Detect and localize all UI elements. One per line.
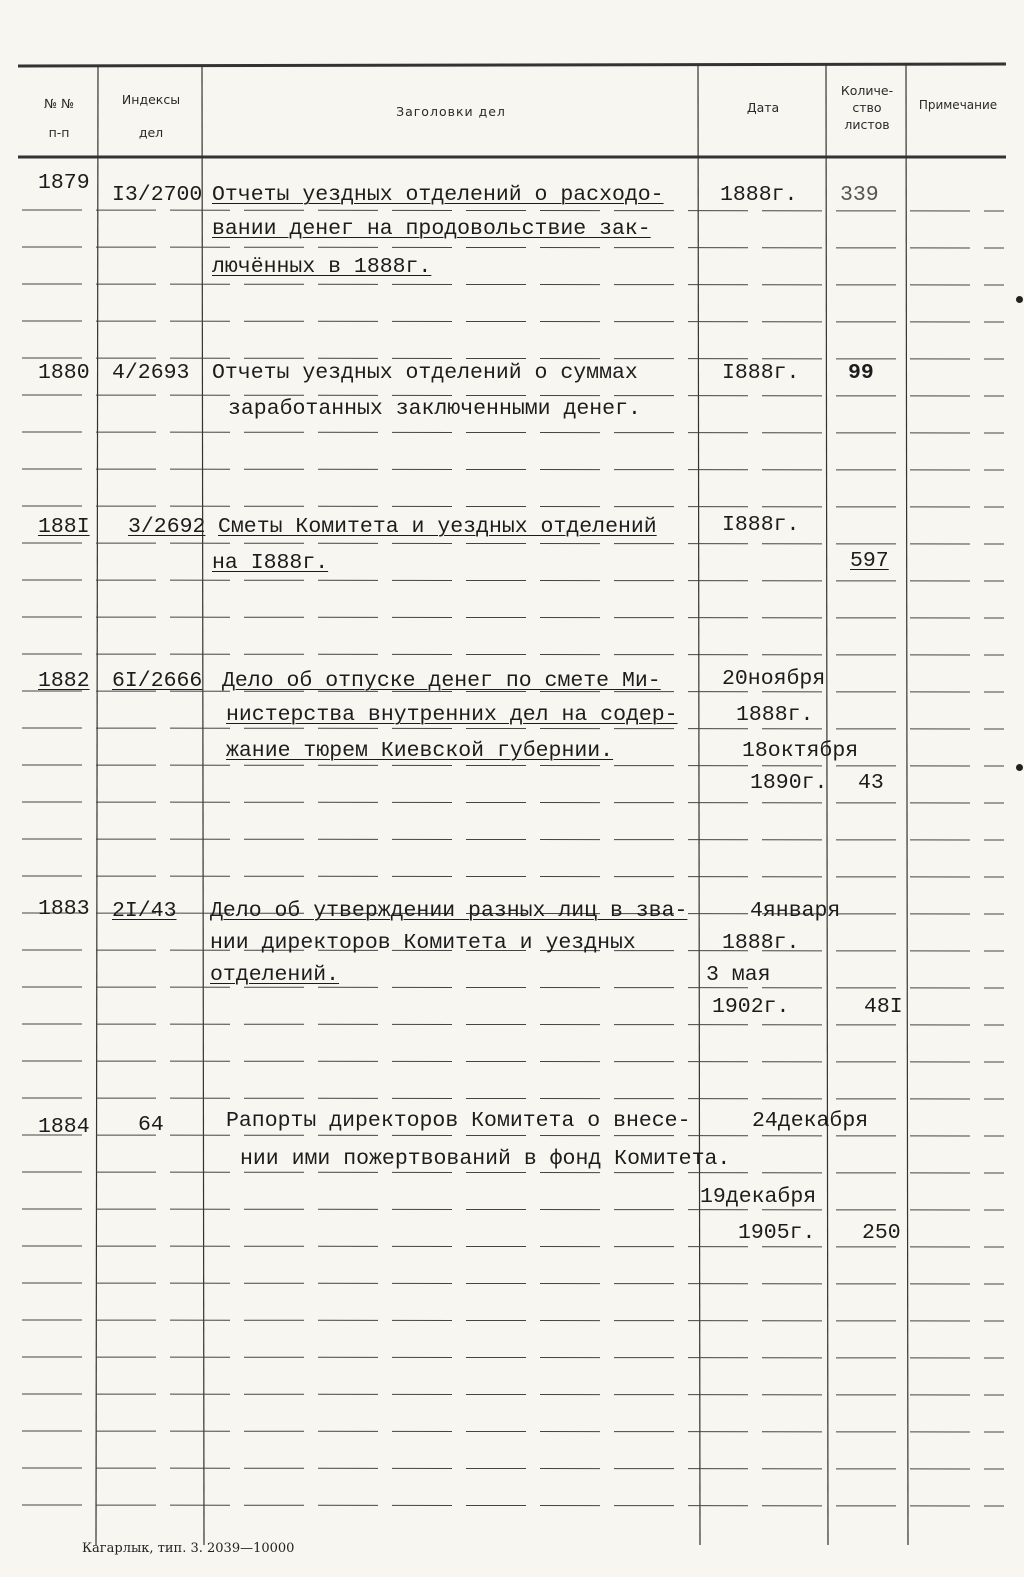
record-title-line: Дело об отпуске денег по смете Ми- [222,669,661,693]
header-number [24,96,94,140]
record-title-line: нистерства внутренних дел на содер- [226,703,678,727]
ruled-line [22,543,1004,544]
ruled-line [22,1135,1004,1136]
record-title-line: нии ими пожертвований в фонд Комитета. [240,1147,731,1171]
ruled-line [22,1505,1004,1506]
record-index: 4/2693 [112,361,190,385]
ruled-line [22,802,1004,803]
ruled-line [22,1246,1004,1247]
ruled-line [22,580,1004,581]
record-number: 1879 [38,171,90,195]
record-sheet-count: 597 [850,549,889,573]
printer-imprint: Кагарлык, тип. 3. 2039—10000 [82,1541,295,1556]
ruled-line [22,506,1004,507]
record-sheet-count: 99 [848,361,874,385]
header-count [828,82,906,133]
header-number-line2: п-п [48,125,70,140]
ruled-line [22,839,1004,840]
record-date-line: I888г. [722,513,800,537]
record-title-line: вании денег на продовольствие зак- [212,217,651,241]
record-date-line: 1888г. [722,931,800,955]
ruled-line [22,358,1004,359]
ruled-line [22,1283,1004,1284]
header-count-line3: листов [844,117,890,132]
binding-hole-mark [1016,296,1023,303]
record-title-line: жание тюрем Киевской губернии. [226,739,614,763]
record-date-line: 1905г. [738,1221,816,1245]
header-count-line2: ство [852,100,882,115]
ruled-line [22,1394,1004,1395]
record-title-line: лючённых в 1888г. [212,255,432,279]
record-title-line: Рапорты директоров Комитета о внесе- [226,1109,691,1133]
record-index: 6I/2666 [112,669,203,693]
record-title-line: Отчеты уездных отделений о суммах [212,361,638,385]
ruled-line [22,1468,1004,1469]
record-title-line: на I888г. [212,551,329,575]
ruled-line [22,1209,1004,1210]
record-title-line: нии директоров Комитета и уездных [210,931,636,955]
header-index [102,92,200,140]
record-date-line: 1902г. [712,995,790,1019]
record-sheet-count: 48I [864,995,903,1019]
record-number: 1883 [38,897,90,921]
ruled-line [22,432,1004,433]
header-note: Примечание [918,98,998,112]
header-count-line1: Количе- [840,83,894,98]
record-index: 64 [138,1113,164,1137]
record-date-line: 1888г. [720,183,798,207]
ruled-line [22,284,1004,285]
ruled-line [22,1024,1004,1025]
record-sheet-count: 43 [858,771,884,795]
record-number: 1884 [38,1115,90,1139]
record-title-line: отделений. [210,963,340,987]
binding-hole-mark [1016,764,1023,771]
ruled-line [22,728,1004,729]
ruled-line [22,876,1004,877]
record-date-line: 1888г. [736,703,814,727]
record-number: 188I [38,515,90,539]
header-title: Заголовки дел [396,104,506,119]
ruled-line [22,765,1004,766]
record-date-line: 18октября [742,739,859,763]
record-title-line: Дело об утверждении разных лиц в зва- [210,899,688,923]
ruled-line [22,987,1004,988]
ruled-line [22,617,1004,618]
header-date: Дата [746,100,780,115]
record-index: 2I/43 [112,899,177,923]
record-date-line: 4января [750,899,841,923]
ruled-line [22,469,1004,470]
ruled-line [22,210,1004,211]
record-title-line: заработанных заключенными денег. [228,397,641,421]
record-date-line: 19декабря [700,1185,817,1209]
ruled-line [22,321,1004,322]
record-date-line: I888г. [722,361,800,385]
ruled-line [22,1172,1004,1173]
ruled-line [22,654,1004,655]
header-index-line2: дел [138,125,164,140]
record-number: 1880 [38,361,90,385]
ruled-line [22,1431,1004,1432]
ruled-line [22,1061,1004,1062]
ruled-line [22,1357,1004,1358]
ruled-line [22,1098,1004,1099]
record-date-line: 20ноября [722,667,826,691]
header-number-line1: № № [44,96,74,111]
record-sheet-count: 339 [840,183,879,207]
ruled-line [22,247,1004,248]
record-title-line: Отчеты уездных отделений о расходо- [212,183,664,207]
record-sheet-count: 250 [862,1221,901,1245]
record-title-line: Сметы Комитета и уездных отделений [218,515,657,539]
record-date-line: 3 мая [706,963,771,987]
record-index: I3/2700 [112,183,203,207]
record-index: 3/2692 [128,515,206,539]
header-index-line1: Индексы [121,92,181,107]
ruled-line [22,1320,1004,1321]
record-number: 1882 [38,669,90,693]
record-date-line: 24декабря [752,1109,869,1133]
record-date-line: 1890г. [750,771,828,795]
